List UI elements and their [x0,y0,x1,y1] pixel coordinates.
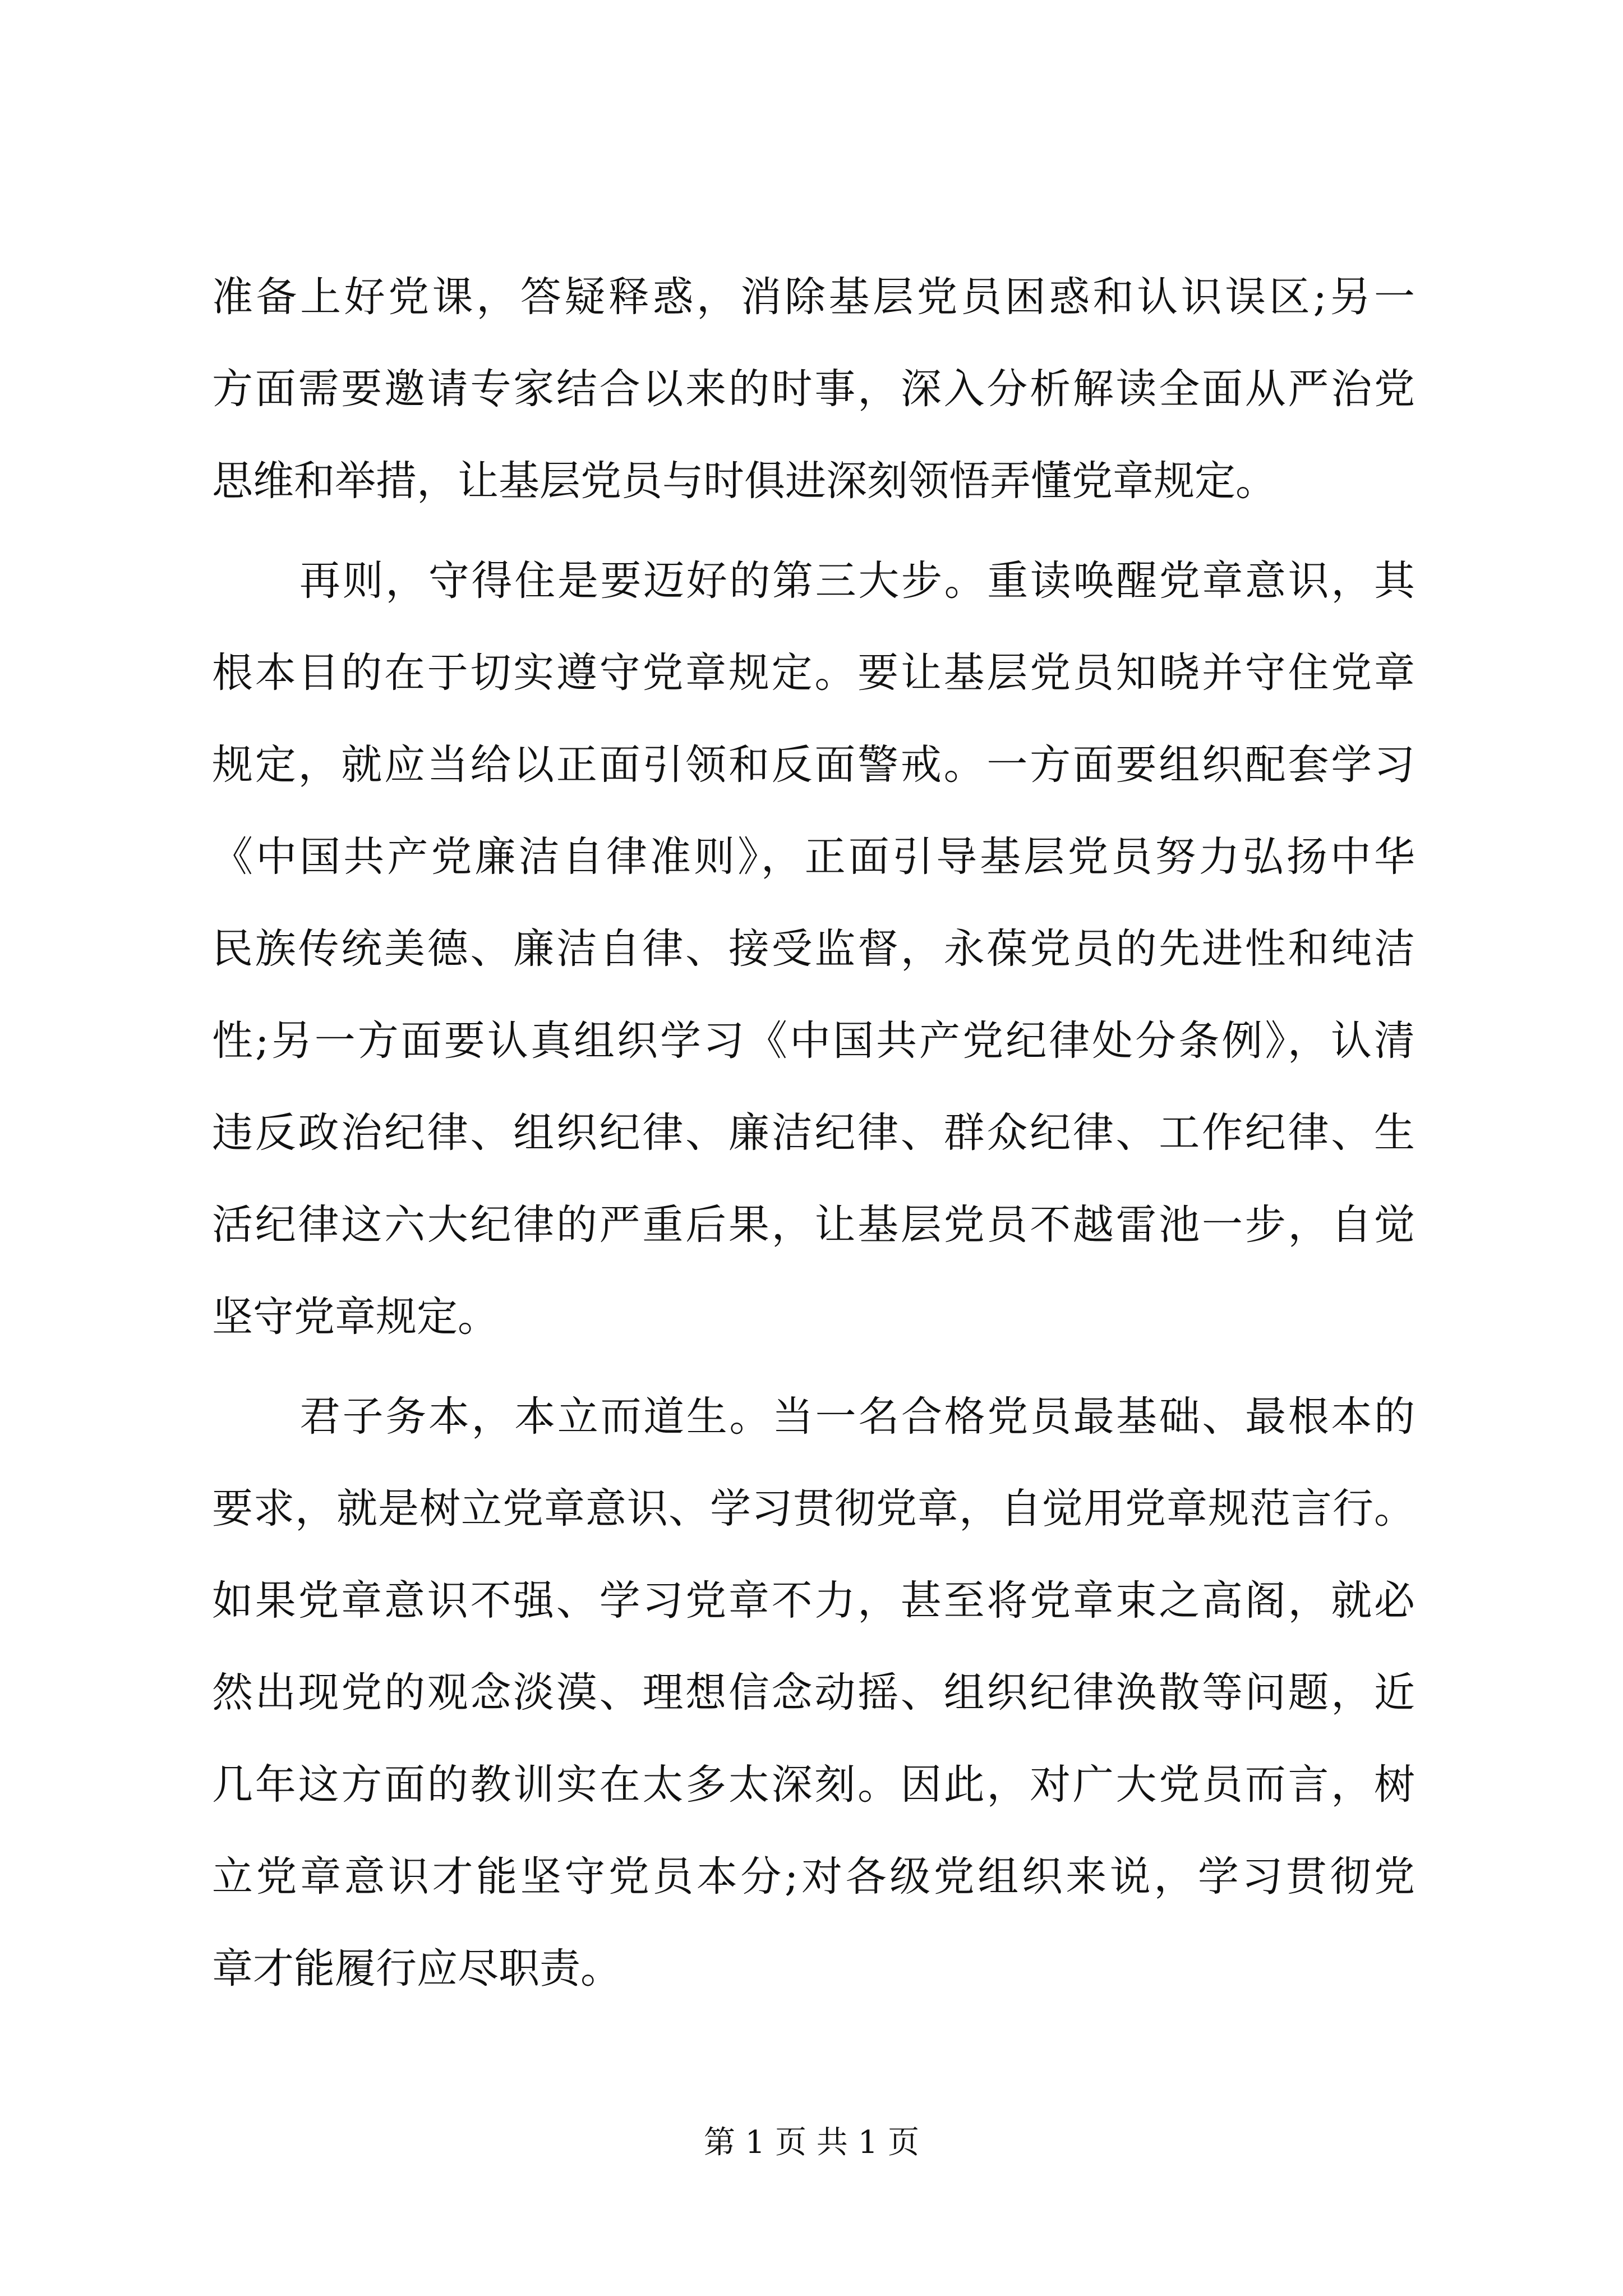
text-line: 《中国共产党廉洁自律准则》，正面引导基层党员努力弘扬中华 [212,833,1415,881]
text-line: 准备上好党课，答疑释惑，消除基层党员困惑和认识误区;另一 [212,273,1415,321]
paragraph-3 [212,1371,1415,2015]
text-line: 方面需要邀请专家结合以来的时事，深入分析解读全面从严治党 [212,365,1415,413]
text-line: 思维和举措，让基层党员与时俱进深刻领悟弄懂党章规定。 [212,457,1276,505]
text-line: 立党章意识才能坚守党员本分;对各级党组织来说，学习贯彻党 [212,1853,1415,1901]
text-line: 然出现党的观念淡漠、理想信念动摇、组织纪律涣散等问题，近 [212,1669,1415,1717]
paragraph-spacer [212,527,1415,535]
text-line: 根本目的在于切实遵守党章规定。要让基层党员知晓并守住党章 [212,649,1415,697]
text-line: 活纪律这六大纪律的严重后果，让基层党员不越雷池一步，自觉 [212,1201,1415,1249]
text-line: 章才能履行应尽职责。 [212,1945,621,1993]
paragraph-2 [212,535,1415,1363]
text-line: 再则，守得住是要迈好的第三大步。重读唤醒党章意识，其 [299,557,1415,605]
text-line: 规定，就应当给以正面引领和反面警戒。一方面要组织配套学习 [212,741,1415,789]
text-line: 坚守党章规定。 [212,1293,499,1341]
text-line: 君子务本，本立而道生。当一名合格党员最基础、最根本的 [299,1393,1415,1441]
text-line: 几年这方面的教训实在太多太深刻。因此，对广大党员而言，树 [212,1761,1415,1809]
text-line: 违反政治纪律、组织纪律、廉洁纪律、群众纪律、工作纪律、生 [212,1109,1415,1157]
document-body [212,251,1415,2015]
text-line: 要求，就是树立党章意识、学习贯彻党章，自觉用党章规范言行。 [212,1485,1415,1533]
paragraph-1 [212,251,1415,527]
text-line: 性;另一方面要认真组织学习《中国共产党纪律处分条例》，认清 [212,1017,1415,1065]
page-number-footer: 第 1 页 共 1 页 [703,2124,920,2161]
text-line: 民族传统美德、廉洁自律、接受监督，永葆党员的先进性和纯洁 [212,925,1415,973]
text-line: 如果党章意识不强、学习党章不力，甚至将党章束之高阁，就必 [212,1577,1415,1625]
paragraph-spacer [212,1363,1415,1371]
